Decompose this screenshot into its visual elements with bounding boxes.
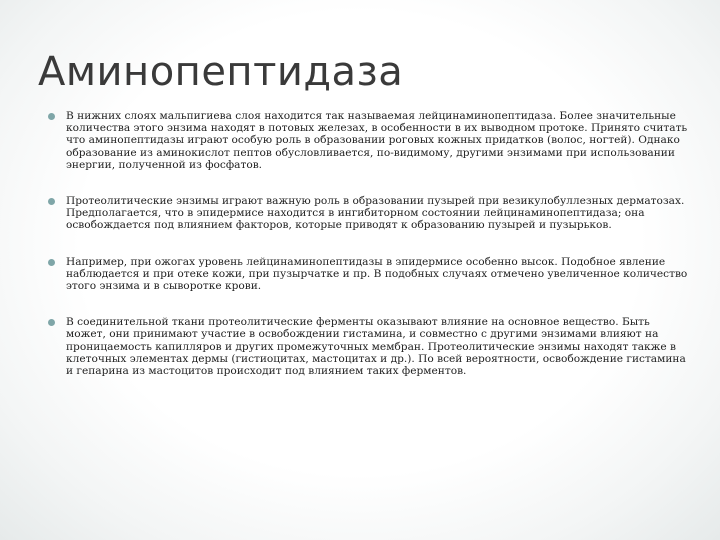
bullet-text: В соединительной ткани протеолитические ферменты оказывают влияние на основное вещество. Быть может, они принимают участие в освобождении гистамина, и совместно с другими энзимами влияют на проницаемость капилляров и других промежуточных мембран. Протеолитические энзимы находят также в клеточных элементах дермы (гистиоцитах, мастоцитах и др.). По всей вероятности, освобождение гистамина и гепарина из мастоцитов происходит под влиянием таких ферментов.	[66, 316, 686, 378]
bullet-item	[48, 110, 688, 171]
bullet-text: Протеолитические энзимы играют важную роль в образовании пузырей при везикулобуллезных дерматозах. Предполагается, что в эпидермисе находится в ингибиторном состоянии лейцинаминопептидаза; она освобождается под влиянием факторов, которые приводят к образованию пузырей и пузырьков.	[66, 195, 685, 232]
bullet-marker-icon	[48, 319, 55, 326]
bullet-item	[48, 195, 688, 232]
bullet-text: В нижних слоях мальпигиева слоя находится так называемая лейцинаминопептидаза. Более значительные количества этого энзима находят в потовых железах, в особенности в их выводном протоке. Принято считать что аминопептидазы играют особую роль в образовании роговых кожных придатков (волос, ногтей). Однако образование из аминокислот пептов обусловливается, по-видимому, другими энзимами при использовании энергии, полученной из фосфатов.	[66, 110, 688, 171]
bullet-item	[48, 256, 688, 293]
slide-title: Аминопептидаза	[38, 49, 404, 95]
bullet-list	[48, 110, 688, 401]
bullet-item	[48, 316, 688, 377]
bullet-marker-icon	[48, 198, 55, 205]
bullet-marker-icon	[48, 113, 55, 120]
bullet-marker-icon	[48, 259, 55, 266]
bullet-text: Например, при ожогах уровень лейцинаминопептидазы в эпидермисе особенно высок. Подобное явление наблюдается и при отеке кожи, при пузырчатке и пр. В подобных случаях отмечено увеличенное количество этого энзима и в сыворотке крови.	[66, 255, 688, 293]
